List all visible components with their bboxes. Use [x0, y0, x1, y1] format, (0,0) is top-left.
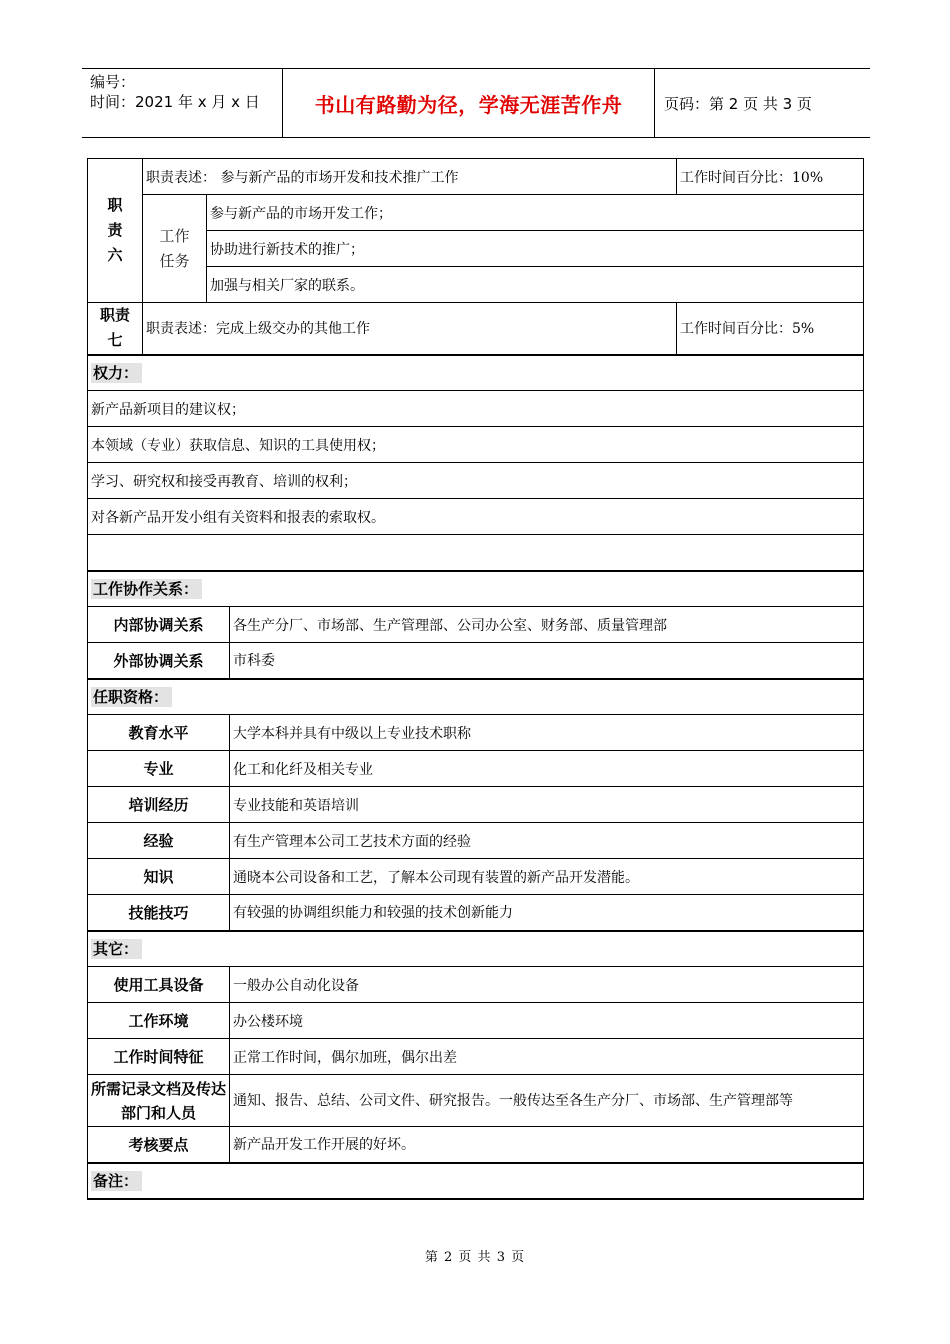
duty7-description: 职责表述：完成上级交办的其他工作	[143, 303, 677, 355]
other-label: 工作环境	[88, 1003, 230, 1039]
relation-value: 市科委	[230, 643, 864, 679]
rights-item: 学习、研究权和接受再教育、培训的权利；	[88, 463, 864, 499]
duty6-task: 加强与相关厂家的联系。	[207, 267, 864, 303]
qualification-value: 有较强的协调组织能力和较强的技术创新能力	[230, 895, 864, 931]
header-divider	[654, 69, 655, 137]
job-description-table	[87, 158, 863, 1200]
qualification-label: 经验	[88, 823, 230, 859]
relations-heading	[88, 571, 864, 607]
qualification-value: 通晓本公司设备和工艺，了解本公司现有装置的新产品开发潜能。	[230, 859, 864, 895]
notes-heading-text: 备注：	[91, 1171, 142, 1191]
other-value: 正常工作时间，偶尔加班，偶尔出差	[230, 1039, 864, 1075]
rights-item: 新产品新项目的建议权；	[88, 391, 864, 427]
qualification-label: 专业	[88, 751, 230, 787]
other-value: 办公楼环境	[230, 1003, 864, 1039]
doc-code-label: 编号：	[90, 73, 136, 91]
relation-value: 各生产分厂、市场部、生产管理部、公司办公室、财务部、质量管理部	[230, 607, 864, 643]
duty6-title-text: 职责六	[107, 196, 123, 264]
rights-heading	[88, 355, 864, 391]
duty6-title	[88, 159, 143, 303]
rights-item: 对各新产品开发小组有关资料和报表的索取权。	[88, 499, 864, 535]
other-heading	[88, 931, 864, 967]
duty6-task: 参与新产品的市场开发工作；	[207, 195, 864, 231]
qualification-label: 技能技巧	[88, 895, 230, 931]
qualifications-heading-text: 任职资格：	[91, 687, 172, 707]
header-page-number: 页码：第 2 页 共 3 页	[664, 94, 812, 113]
qualifications-heading	[88, 679, 864, 715]
duty6-time-percent: 工作时间百分比：10%	[677, 159, 864, 195]
page-footer: 第 2 页 共 3 页	[424, 1250, 526, 1265]
qualification-value: 化工和化纤及相关专业	[230, 751, 864, 787]
qualification-label: 培训经历	[88, 787, 230, 823]
other-value: 一般办公自动化设备	[230, 967, 864, 1003]
qualification-value: 有生产管理本公司工艺技术方面的经验	[230, 823, 864, 859]
duty6-task-label	[143, 195, 207, 303]
rights-heading-text: 权力：	[91, 363, 142, 383]
page-header	[82, 68, 870, 138]
duty6-task-label-text: 工作任务	[159, 226, 190, 270]
relations-heading-text: 工作协作关系：	[91, 579, 202, 599]
header-meta	[90, 72, 260, 112]
duty6-task: 协助进行新技术的推广；	[207, 231, 864, 267]
other-label: 工作时间特征	[88, 1039, 230, 1075]
qualification-value: 专业技能和英语培训	[230, 787, 864, 823]
header-motto: 书山有路勤为径，学海无涯苦作舟	[314, 92, 623, 117]
doc-date: 时间：2021 年 x 月 x 日	[90, 93, 260, 111]
other-value: 通知、报告、总结、公司文件、研究报告。一般传达至各生产分厂、市场部、生产管理部等	[230, 1075, 864, 1127]
qualification-value: 大学本科并具有中级以上专业技术职称	[230, 715, 864, 751]
qualification-label: 知识	[88, 859, 230, 895]
duty7-time-percent: 工作时间百分比：5%	[677, 303, 864, 355]
other-label: 考核要点	[88, 1127, 230, 1163]
notes-heading	[88, 1163, 864, 1199]
qualification-label: 教育水平	[88, 715, 230, 751]
other-value: 新产品开发工作开展的好坏。	[230, 1127, 864, 1163]
duty7-title-text: 职责七	[99, 306, 130, 350]
relation-label: 外部协调关系	[88, 643, 230, 679]
other-label: 使用工具设备	[88, 967, 230, 1003]
other-heading-text: 其它：	[91, 939, 142, 959]
duty7-title	[88, 303, 143, 355]
rights-item: 本领域（专业）获取信息、知识的工具使用权；	[88, 427, 864, 463]
duty6-description: 职责表述： 参与新产品的市场开发和技术推广工作	[143, 159, 677, 195]
other-label: 所需记录文档及传达部门和人员	[88, 1075, 230, 1127]
relation-label: 内部协调关系	[88, 607, 230, 643]
rights-item-empty	[88, 535, 864, 571]
